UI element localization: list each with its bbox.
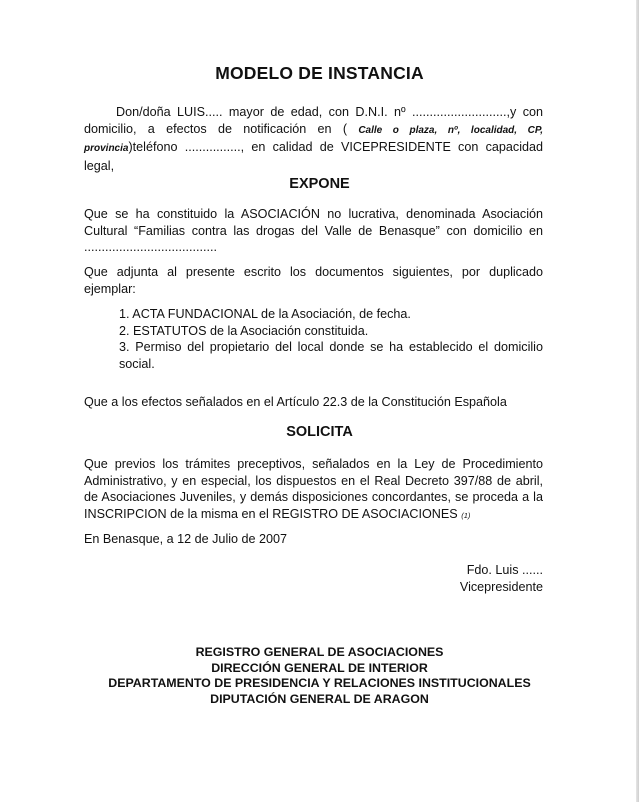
expone-heading: EXPONE: [289, 176, 350, 192]
signature-role: Vicepresidente: [459, 579, 543, 594]
intro-text-before: Don/doña LUIS..... mayor de edad, con D.N.I. nº ...........................,y con domicilio, a efectos de notificación en (: [84, 105, 543, 136]
solicita-text: Que previos los trámites preceptivos, señalados en la Ley de Procedimiento Administrativo, y en especial, los dispuestos en el Real Decreto 397/88 de abril, de Asociaciones Juveniles, y demás disposiciones concordantes, se proceda a la INSCRIPCION de la misma en el REGISTRO DE ASOCIACIONES: [84, 457, 543, 521]
recipient-line: DIRECCIÓN GENERAL DE INTERIOR: [211, 660, 428, 675]
expone-paragraph-3: Que a los efectos señalados en el Artículo 22.3 de la Constitución Española: [84, 395, 507, 409]
solicita-paragraph: [84, 456, 543, 524]
list-item: 2. ESTATUTOS de la Asociación constituida.: [119, 323, 369, 338]
list-item: 3. Permiso del propietario del local donde se ha establecido el domicilio social.: [119, 340, 543, 371]
intro-paragraph: [84, 104, 543, 174]
place-date: En Benasque, a 12 de Julio de 2007: [84, 532, 288, 546]
footnote-marker: (1): [461, 510, 471, 520]
solicita-heading: SOLICITA: [286, 424, 353, 440]
recipient-line: REGISTRO GENERAL DE ASOCIACIONES: [195, 645, 444, 659]
recipient-line: DIPUTACIÓN GENERAL DE ARAGON: [210, 691, 429, 706]
signature-name: Fdo. Luis ......: [466, 563, 543, 577]
signature-block: [460, 562, 543, 595]
recipient-line: DEPARTAMENTO DE PRESIDENCIA Y RELACIONES INSTITUCIONALES: [108, 676, 531, 690]
expone-paragraph-2: Que adjunta al presente escrito los documentos siguientes, por duplicado ejemplar:: [84, 265, 543, 296]
expone-paragraph-1: Que se ha constituido la ASOCIACIÓN no lucrativa, denominada Asociación Cultural “Familias contra las drogas del Valle de Benasque” con domicilio en ......................................: [84, 207, 543, 254]
documents-list: [119, 306, 543, 372]
document-title: MODELO DE INSTANCIA: [215, 63, 424, 83]
recipient-block: [0, 645, 639, 707]
list-item: 1. ACTA FUNDACIONAL de la Asociación, de fecha.: [119, 307, 411, 321]
intro-text-after: )teléfono ................, en calidad de VICEPRESIDENTE con capacidad legal,: [84, 140, 543, 173]
intro-address-fields: Calle o plaza, nº, localidad, CP, provincia: [84, 124, 543, 154]
